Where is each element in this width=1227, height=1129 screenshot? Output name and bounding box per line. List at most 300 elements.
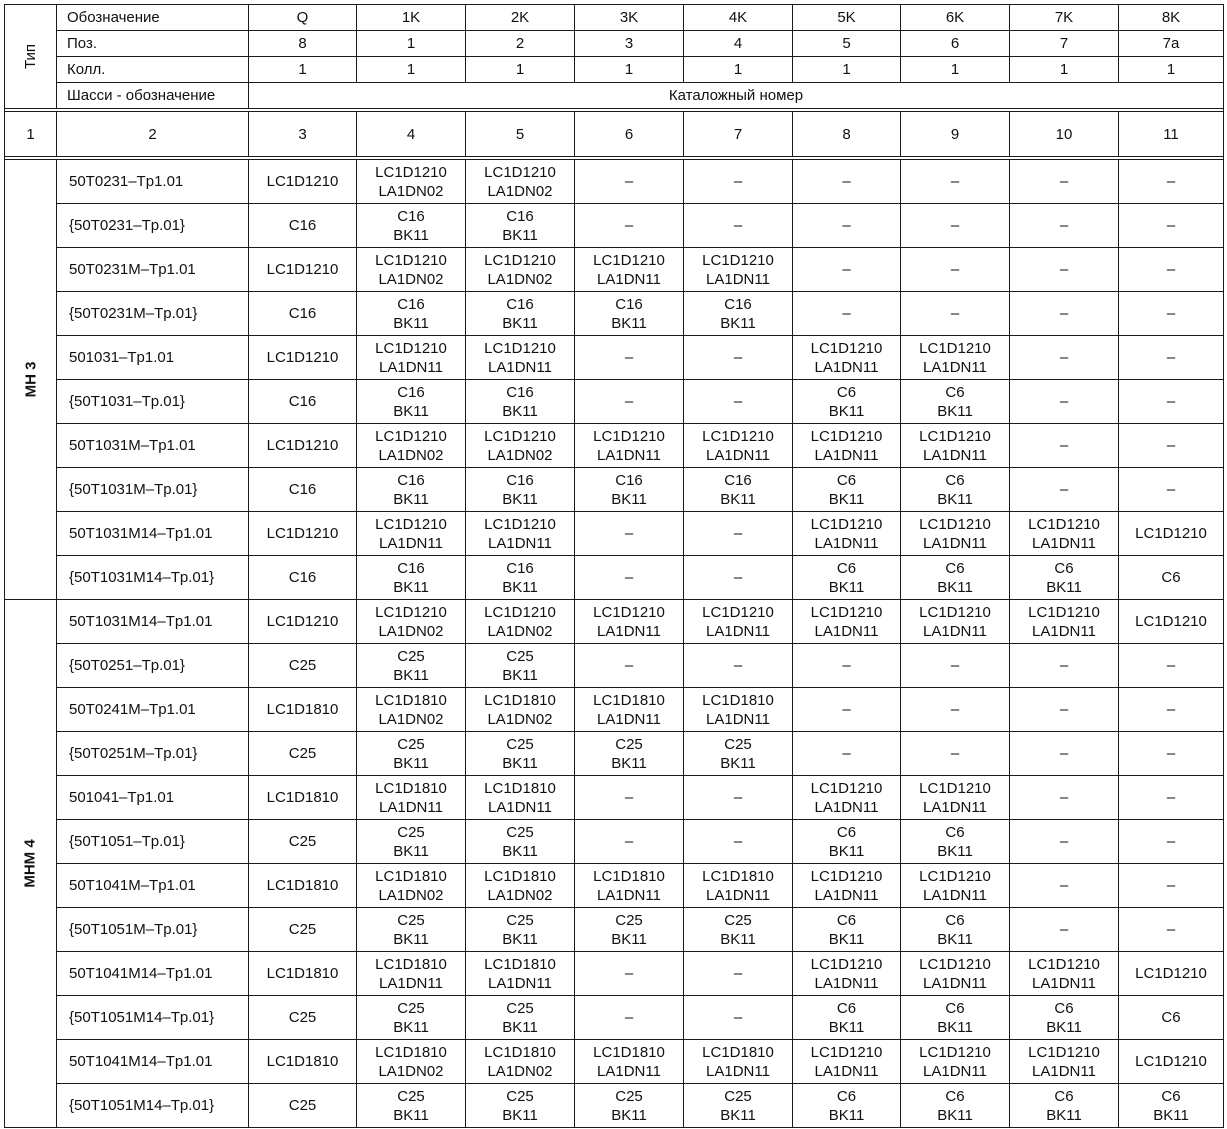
cell-line: LA1DN11	[706, 710, 770, 728]
cell-value	[793, 603, 900, 641]
cell-line: LA1DN11	[706, 622, 770, 640]
table-row	[5, 776, 1224, 820]
cell-value: LC1D1210	[1135, 613, 1207, 630]
catalog-cell	[1119, 820, 1224, 864]
cell-line: BK11	[828, 1106, 865, 1124]
cell-value: –	[1166, 261, 1176, 278]
cell-value: –	[1166, 393, 1176, 410]
cell-value	[684, 471, 792, 509]
chassis-cell	[57, 248, 249, 292]
cell-value	[466, 295, 574, 333]
cell-value: 50T1041M–Tp1.01	[69, 877, 196, 894]
catalog-cell	[249, 336, 357, 380]
cell-line: LA1DN02	[378, 1062, 444, 1080]
catalog-cell	[793, 644, 901, 688]
chassis-cell	[57, 1084, 249, 1128]
catalog-cell	[1010, 424, 1119, 468]
catalog-cell	[901, 160, 1010, 204]
catalog-cell	[793, 512, 901, 556]
catalog-cell	[793, 292, 901, 336]
catalog-cell	[1119, 776, 1224, 820]
cell-value	[793, 383, 900, 421]
table-row	[5, 380, 1224, 424]
cell-line: LA1DN11	[597, 886, 661, 904]
catalog-cell	[249, 292, 357, 336]
cell-line: BK11	[1046, 578, 1082, 596]
quantity-cell: 1	[575, 57, 684, 83]
cell-line: LA1DN11	[814, 446, 879, 464]
catalog-cell	[249, 688, 357, 732]
cell-line: LC1D1810	[593, 867, 665, 885]
catalog-cell	[575, 820, 684, 864]
catalog-cell	[793, 1040, 901, 1084]
cell-value	[357, 999, 465, 1037]
chassis-cell	[57, 644, 249, 688]
cell-line: LA1DN11	[1032, 534, 1096, 552]
cell-line: LC1D1210	[375, 427, 447, 445]
cell-value: –	[950, 657, 960, 674]
catalog-cell	[684, 380, 793, 424]
catalog-cell	[249, 864, 357, 908]
cell-value	[575, 911, 683, 949]
cell-value	[575, 471, 683, 509]
cell-value: LC1D1810	[266, 1053, 339, 1070]
catalog-cell	[466, 864, 575, 908]
cell-value: –	[842, 217, 851, 234]
catalog-cell	[357, 644, 466, 688]
catalog-cell	[466, 248, 575, 292]
catalog-cell	[575, 688, 684, 732]
cell-line: BK11	[393, 1018, 429, 1036]
catalog-cell	[1010, 468, 1119, 512]
cell-value	[357, 647, 465, 685]
cell-line: LA1DN02	[378, 710, 444, 728]
cell-value	[901, 867, 1009, 905]
cell-value: C6	[1161, 569, 1181, 586]
cell-value: 501041–Tp1.01	[69, 789, 175, 806]
designation-cell: 6K	[901, 5, 1010, 31]
catalog-cell	[575, 292, 684, 336]
catalog-cell	[249, 1084, 357, 1128]
cell-value	[793, 999, 900, 1037]
type-label: Тип	[21, 43, 39, 70]
cell-value	[793, 471, 900, 509]
catalog-cell	[466, 688, 575, 732]
cell-line: LA1DN02	[487, 270, 553, 288]
cell-value: C25	[288, 833, 317, 850]
chassis-cell	[57, 336, 249, 380]
cell-value	[901, 999, 1009, 1037]
cell-line: LC1D1810	[593, 691, 665, 709]
table-row	[5, 688, 1224, 732]
cell-value: –	[1059, 789, 1069, 806]
catalog-cell	[684, 512, 793, 556]
column-number: 1	[5, 112, 57, 157]
cell-value: –	[1059, 745, 1069, 762]
cell-line: LA1DN11	[597, 270, 661, 288]
catalog-cell	[357, 160, 466, 204]
cell-value: –	[950, 173, 960, 190]
row-label-chassis: Шасси - обозначение	[57, 83, 249, 109]
group-label: МНМ 4	[22, 839, 39, 888]
designation-cell: 4K	[684, 5, 793, 31]
catalog-cell	[684, 556, 793, 600]
catalog-cell	[1119, 248, 1224, 292]
catalog-cell	[249, 424, 357, 468]
catalog-cell	[357, 512, 466, 556]
chassis-cell	[57, 424, 249, 468]
cell-value: LC1D1210	[1135, 525, 1207, 542]
column-number: 2	[57, 112, 249, 157]
cell-value	[901, 515, 1009, 553]
catalog-cell	[357, 908, 466, 952]
designation-cell: 5K	[793, 5, 901, 31]
cell-value	[357, 251, 465, 289]
cell-value	[357, 867, 465, 905]
cell-value	[466, 1087, 574, 1125]
cell-line: LC1D1810	[375, 779, 447, 797]
quantity-cell: 1	[901, 57, 1010, 83]
catalog-cell	[466, 1040, 575, 1084]
catalog-cell	[1010, 644, 1119, 688]
cell-line: LA1DN11	[379, 534, 443, 552]
quantity-cell: 1	[1119, 57, 1224, 83]
cell-line: C25	[506, 647, 534, 665]
cell-value: –	[624, 393, 634, 410]
cell-line: LC1D1810	[375, 1043, 447, 1061]
cell-value	[357, 427, 465, 465]
header-row-chassis	[5, 83, 1224, 109]
catalog-cell	[684, 424, 793, 468]
catalog-cell	[357, 776, 466, 820]
quantity-cell: 1	[466, 57, 575, 83]
cell-value: C25	[288, 1009, 317, 1026]
column-number: 10	[1010, 112, 1119, 157]
cell-value	[466, 339, 574, 377]
cell-line: LA1DN11	[923, 886, 987, 904]
cell-value	[466, 163, 574, 201]
group-cell	[5, 600, 57, 1128]
cell-line: LC1D1810	[484, 1043, 556, 1061]
cell-value: {50T1051M–Tp.01}	[69, 921, 198, 938]
cell-line: BK11	[720, 314, 756, 332]
cell-line: LA1DN11	[923, 446, 987, 464]
cell-line: BK11	[828, 578, 865, 596]
catalog-cell	[684, 820, 793, 864]
catalog-cell	[1010, 952, 1119, 996]
cell-line: C25	[506, 911, 534, 929]
cell-value	[793, 823, 900, 861]
chassis-cell	[57, 204, 249, 248]
cell-value	[466, 779, 574, 817]
cell-line: BK11	[828, 402, 865, 420]
cell-line: LA1DN11	[597, 710, 661, 728]
cell-value	[901, 1043, 1009, 1081]
table-row	[5, 556, 1224, 600]
cell-line: C6	[1054, 559, 1074, 577]
cell-line: C25	[506, 999, 534, 1017]
cell-value: –	[624, 569, 634, 586]
cell-value: –	[1166, 745, 1176, 762]
table-row	[5, 820, 1224, 864]
catalog-cell	[249, 556, 357, 600]
cell-value: {50T1051M14–Tp.01}	[69, 1009, 215, 1026]
cell-line: LA1DN11	[706, 886, 770, 904]
cell-value: –	[1059, 349, 1069, 366]
catalog-cell	[901, 996, 1010, 1040]
cell-value	[575, 603, 683, 641]
catalog-cell	[249, 160, 357, 204]
cell-value	[357, 911, 465, 949]
cell-value	[357, 823, 465, 861]
cell-line: LA1DN11	[814, 974, 879, 992]
catalog-cell	[684, 908, 793, 952]
table-row	[5, 292, 1224, 336]
cell-value: –	[733, 789, 743, 806]
cell-value	[466, 691, 574, 729]
cell-line: BK11	[393, 930, 429, 948]
cell-value	[901, 339, 1009, 377]
cell-value	[575, 691, 683, 729]
cell-value: –	[624, 217, 634, 234]
cell-line: LC1D1810	[484, 867, 556, 885]
cell-line: C16	[397, 295, 425, 313]
catalog-cell	[1119, 864, 1224, 908]
cell-value: {50T1051–Tp.01}	[69, 833, 185, 850]
cell-value	[357, 559, 465, 597]
cell-value	[684, 427, 792, 465]
cell-value	[793, 1087, 900, 1125]
catalog-cell	[1010, 292, 1119, 336]
cell-line: BK11	[502, 314, 538, 332]
cell-line: C25	[615, 735, 643, 753]
table-row	[5, 908, 1224, 952]
cell-value	[901, 911, 1009, 949]
cell-line: LC1D1210	[375, 251, 447, 269]
cell-value	[1119, 1087, 1223, 1125]
catalog-cell	[1119, 468, 1224, 512]
cell-line: LA1DN02	[378, 622, 444, 640]
cell-line: LC1D1210	[484, 427, 556, 445]
cell-value	[466, 207, 574, 245]
catalog-cell	[575, 1040, 684, 1084]
designation-cell: 1K	[357, 5, 466, 31]
cell-line: C16	[724, 295, 752, 313]
cell-value: –	[950, 701, 960, 718]
cell-value: LC1D1810	[266, 965, 339, 982]
cell-value: LC1D1210	[266, 525, 339, 542]
cell-value	[684, 735, 792, 773]
column-number: 4	[357, 112, 466, 157]
catalog-cell	[466, 776, 575, 820]
catalog-cell	[684, 996, 793, 1040]
catalog-cell	[575, 336, 684, 380]
cell-line: LC1D1210	[810, 515, 883, 533]
cell-line: LC1D1210	[484, 603, 556, 621]
catalog-cell	[466, 952, 575, 996]
cell-line: C25	[615, 911, 643, 929]
cell-value: –	[950, 745, 960, 762]
cell-line: BK11	[611, 1106, 647, 1124]
catalog-cell	[575, 776, 684, 820]
catalog-cell	[1119, 556, 1224, 600]
quantity-cell: 1	[793, 57, 901, 83]
cell-value: –	[624, 965, 634, 982]
cell-value: –	[1166, 877, 1176, 894]
cell-value: C25	[288, 657, 317, 674]
table-row	[5, 600, 1224, 644]
cell-value	[466, 559, 574, 597]
catalog-cell	[575, 732, 684, 776]
catalog-cell	[901, 644, 1010, 688]
cell-line: LA1DN11	[597, 1062, 661, 1080]
cell-line: C6	[1054, 999, 1074, 1017]
catalog-cell	[684, 864, 793, 908]
catalog-cell	[466, 336, 575, 380]
chassis-cell	[57, 556, 249, 600]
catalog-cell	[575, 160, 684, 204]
cell-value: –	[624, 349, 634, 366]
cell-value: –	[624, 657, 634, 674]
cell-value: –	[1059, 877, 1069, 894]
cell-value: –	[1166, 173, 1176, 190]
catalog-cell	[793, 248, 901, 292]
cell-value: {50T1051M14–Tp.01}	[69, 1097, 215, 1114]
cell-value: C16	[288, 217, 317, 234]
cell-line: BK11	[502, 1106, 538, 1124]
position-cell: 5	[793, 31, 901, 57]
cell-line: C16	[506, 559, 534, 577]
table-row	[5, 1084, 1224, 1128]
cell-value	[901, 779, 1009, 817]
cell-line: BK11	[502, 1018, 538, 1036]
cell-line: C6	[836, 823, 857, 841]
cell-value: –	[1166, 833, 1176, 850]
table-row	[5, 336, 1224, 380]
cell-line: LA1DN11	[379, 358, 443, 376]
cell-value	[901, 603, 1009, 641]
cell-value: {50T0231–Tp.01}	[69, 217, 185, 234]
cell-line: LC1D1210	[810, 603, 883, 621]
cell-value	[793, 911, 900, 949]
cell-value: –	[1059, 305, 1069, 322]
cell-value: –	[733, 393, 743, 410]
catalog-cell	[357, 380, 466, 424]
catalog-cell	[575, 952, 684, 996]
cell-line: C16	[506, 471, 534, 489]
cell-line: BK11	[720, 490, 756, 508]
catalog-cell	[684, 336, 793, 380]
cell-line: C16	[724, 471, 752, 489]
cell-value	[357, 691, 465, 729]
catalog-cell	[684, 1040, 793, 1084]
position-cell: 8	[249, 31, 357, 57]
cell-line: LA1DN11	[706, 1062, 770, 1080]
table-row	[5, 204, 1224, 248]
catalog-cell	[357, 864, 466, 908]
cell-value: –	[733, 657, 743, 674]
table-row	[5, 996, 1224, 1040]
cell-value: LC1D1210	[266, 349, 339, 366]
catalog-cell	[684, 468, 793, 512]
cell-value	[901, 559, 1009, 597]
cell-value	[357, 1043, 465, 1081]
catalog-cell	[901, 424, 1010, 468]
catalog-cell	[901, 380, 1010, 424]
catalog-cell	[575, 556, 684, 600]
catalog-cell	[901, 732, 1010, 776]
cell-line: LC1D1210	[919, 603, 991, 621]
catalog-cell	[466, 424, 575, 468]
catalog-cell	[793, 820, 901, 864]
cell-value: –	[733, 965, 743, 982]
catalog-cell	[901, 292, 1010, 336]
cell-line: BK11	[502, 666, 538, 684]
catalog-cell	[793, 996, 901, 1040]
catalog-cell	[1119, 644, 1224, 688]
cell-line: LC1D1810	[702, 1043, 774, 1061]
type-header-cell	[5, 5, 57, 109]
cell-value	[466, 603, 574, 641]
cell-line: LA1DN11	[923, 974, 987, 992]
catalog-cell	[249, 908, 357, 952]
cell-line: C25	[506, 735, 534, 753]
position-cell: 3	[575, 31, 684, 57]
catalog-cell	[466, 820, 575, 864]
table-row	[5, 248, 1224, 292]
cell-line: BK11	[937, 1106, 973, 1124]
catalog-cell	[575, 644, 684, 688]
cell-line: LA1DN11	[814, 1062, 879, 1080]
cell-value	[1010, 999, 1118, 1037]
cell-value	[1010, 955, 1118, 993]
cell-line: LA1DN11	[379, 974, 443, 992]
catalog-cell	[1119, 908, 1224, 952]
cell-line: LA1DN11	[706, 270, 770, 288]
cell-value: {50T0251M–Tp.01}	[69, 745, 198, 762]
cell-line: LA1DN11	[923, 358, 987, 376]
catalog-cell	[1010, 776, 1119, 820]
quantity-cell: 1	[1010, 57, 1119, 83]
position-cell: 2	[466, 31, 575, 57]
catalog-cell	[793, 776, 901, 820]
catalog-cell	[249, 248, 357, 292]
cell-value: {50T1031–Tp.01}	[69, 393, 185, 410]
cell-value: LC1D1210	[266, 261, 339, 278]
cell-value	[357, 163, 465, 201]
chassis-cell	[57, 292, 249, 336]
cell-value	[466, 515, 574, 553]
catalog-cell	[684, 248, 793, 292]
cell-value: LC1D1210	[266, 173, 339, 190]
cell-line: BK11	[828, 1018, 865, 1036]
catalog-cell	[901, 1040, 1010, 1084]
cell-line: LC1D1210	[810, 955, 883, 973]
cell-line: LC1D1210	[919, 867, 991, 885]
position-cell: 7	[1010, 31, 1119, 57]
catalog-cell	[357, 248, 466, 292]
table-row	[5, 952, 1224, 996]
cell-value	[357, 515, 465, 553]
cell-value	[357, 735, 465, 773]
catalog-cell	[1010, 864, 1119, 908]
cell-line: BK11	[828, 490, 865, 508]
cell-line: LA1DN11	[814, 798, 879, 816]
cell-line: C6	[836, 999, 857, 1017]
cell-line: LC1D1210	[919, 955, 991, 973]
cell-line: LC1D1810	[375, 955, 447, 973]
catalog-cell	[575, 248, 684, 292]
